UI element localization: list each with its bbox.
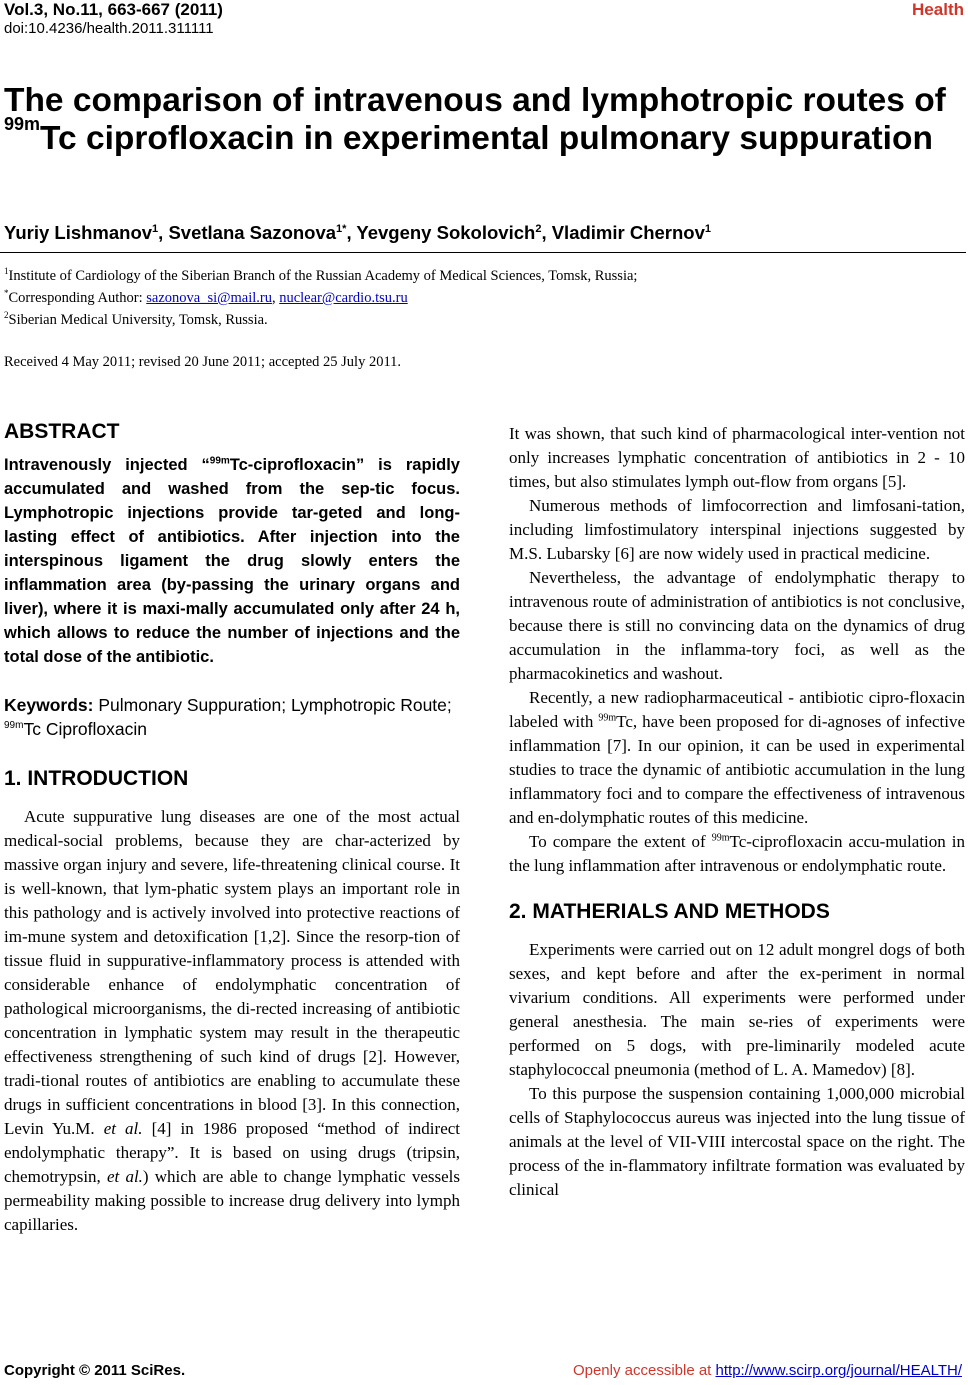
author-3-sup: 2 — [535, 222, 542, 235]
intro-p1-c: ) which are able to change lymphatic vessels permeability making possible to increase drug delivery into lymph capillaries. — [4, 1167, 460, 1234]
intro-p6-sup: 99m — [711, 832, 730, 844]
author-1: Yuriy Lishmanov — [4, 222, 153, 243]
journal-url-link[interactable]: http://www.scirp.org/journal/HEALTH/ — [715, 1362, 962, 1379]
keywords-text2: Tc Ciprofloxacin — [23, 719, 147, 739]
intro-p5-b: Tc, have been proposed for di-agnoses of infective inflammation [7]. In our opinion, it can be used in experimental studies to trace the dynamic of antibiotic accumulation in the lung inflammatory foci and to compare the effectiveness of intravenous and en-dolymphatic routes of this medicine. — [509, 712, 966, 827]
introduction-body-right — [509, 422, 965, 878]
doi: doi:10.4236/health.2011.311111 — [4, 20, 214, 37]
author-list — [4, 222, 711, 244]
keywords-label: Keywords: — [4, 695, 94, 715]
email-separator: , — [271, 289, 280, 306]
intro-paragraph-5 — [509, 686, 965, 830]
intro-paragraph-4: Nevertheless, the advantage of endolymphatic therapy to intravenous route of administration of antibiotics is not conclusive, because there is still no convincing data on the dynamics of drug accumulation in the inflamma-tory foci, as well as the pharmacokinetics and washout. — [509, 568, 965, 683]
intro-p1-b: [4] in 1986 proposed “method of indirect endolymphatic therapy”. It is based on using drugs (tripsin, chemotrypsin, — [4, 1119, 461, 1186]
received-dates: Received 4 May 2011; revised 20 June 2011; accepted 25 July 2011. — [4, 354, 402, 370]
keywords-text: Pulmonary Suppuration; Lymphotropic Route; — [93, 695, 452, 715]
intro-p6-b: Tc-ciprofloxacin accu-mulation in the lung inflammation after intravenous or endolymphatic route. — [509, 832, 965, 875]
author-3: , Yevgeny Sokolovich — [346, 222, 536, 243]
title-isotope-sup: 99m — [4, 114, 41, 134]
intro-paragraph-6 — [509, 830, 965, 878]
paper-title — [4, 82, 966, 158]
email-link-1[interactable]: sazonova_si@mail.ru — [146, 289, 272, 306]
author-4: , Vladimir Chernov — [541, 222, 705, 243]
journal-volume: Vol.3, No.11, 663-667 (2011) — [4, 0, 223, 19]
intro-paragraph-2: It was shown, that such kind of pharmacological inter-vention not only increases lymphatic concentration of antibiotics in 2 - 10 times, but also stimulates lymph out-flow from organs [5]. — [509, 424, 965, 491]
abstract-heading: ABSTRACT — [4, 420, 120, 443]
intro-p1-a: Acute suppurative lung diseases are one of the most actual medical-social problems, because they are char-acterized by massive organ injury and severe, life-threatening clinical course. It is well-known, that lym-phatic system plays an important role in this pathology and is actively involved into protective reactions of im-mune system and detoxification [1,2]. Since the resorp-tion of tissue fluid in suppurative-inflammatory process is attended with considerable enhance of endolymphatic concentration of pathological microorganisms, the di-rected increasing of antibiotic concentration in lymphatic system may result in the therapeutic effectiveness strengthening of such kind of drugs [2]. However, tradi-tional routes of antibiotics are enabling to accumulate these drugs in sufficient concentrations in blood [3]. In this connection, Levin Yu.M. — [4, 807, 460, 1138]
introduction-body-left — [4, 805, 460, 1237]
title-part2: Tc ciprofloxacin in experimental pulmonary suppuration — [40, 120, 933, 157]
abstract-body: Tc-ciprofloxacin” is rapidly accumulated and washed from the sep-tic focus. Lymphotropic injections provide tar-geted and long-lasting effect of antibiotics. After injection into the interspinous ligament the drug slowly enters the inflammation area (by-passing the urinary organs and liver), where it is maxi-mally accumulated only after 24 h, which allows to reduce the number of injections and the total dose of the antibiotic. — [4, 456, 460, 666]
title-divider — [0, 252, 966, 253]
intro-paragraph-3: Numerous methods of limfocorrection and limfosani-tation, including limfostimulatory interspinal injections suggested by M.S. Lubarsky [6] are now widely used in practical medicine. — [509, 496, 965, 563]
corresponding-sup: * — [4, 288, 9, 298]
affiliation-2-text: Siberian Medical University, Tomsk, Russia. — [8, 311, 268, 328]
author-4-sup: 1 — [704, 222, 712, 235]
affiliation-1-sup: 1 — [4, 266, 9, 276]
keywords-sup: 99m — [4, 720, 24, 732]
affiliation-1 — [4, 266, 637, 285]
intro-p5-sup: 99m — [598, 712, 617, 724]
title-part1: The comparison of intravenous and lymphotropic routes of — [4, 82, 946, 119]
footer-access-text: Openly accessible at — [572, 1362, 716, 1379]
intro-p1-etal-1: et al. — [103, 1119, 143, 1138]
methods-body — [509, 938, 965, 1202]
corresponding-author — [4, 288, 408, 307]
affiliation-2-sup: 2 — [4, 310, 9, 320]
journal-name: Health — [912, 0, 964, 19]
intro-p5-a: Recently, a new radiopharmaceutical - antibiotic cipro-floxacin labeled with — [509, 688, 965, 731]
affiliation-1-text: Institute of Cardiology of the Siberian Branch of the Russian Academy of Medical Sciences, Tomsk, Russia; — [8, 267, 638, 284]
affiliation-2 — [4, 310, 268, 329]
introduction-heading: 1. INTRODUCTION — [4, 767, 189, 790]
keywords — [4, 693, 460, 741]
footer-access — [573, 1362, 962, 1379]
author-1-sup: 1 — [152, 222, 159, 235]
intro-p6-a: To compare the extent of — [529, 832, 712, 851]
intro-paragraph-1 — [4, 805, 460, 1237]
methods-paragraph-1: Experiments were carried out on 12 adult mongrel dogs of both sexes, and kept before and after the ex-periment in normal vivarium conditions. All experiments were performed under general anesthesia. The main se-ries of experiments were performed on 5 dogs, with pre-liminarily modeled acute staphylococcal pneumonia (method of L. A. Mamedov) [8]. — [509, 940, 965, 1079]
abstract-pre: Intravenously injected “ — [4, 456, 210, 474]
abstract-sup: 99m — [209, 455, 230, 467]
email-link-2[interactable]: nuclear@cardio.tsu.ru — [279, 289, 408, 306]
right-column — [509, 422, 965, 1202]
author-2-sup: 1* — [336, 222, 347, 235]
corresponding-label: Corresponding Author: — [8, 289, 147, 306]
footer-copyright: Copyright © 2011 SciRes. — [4, 1362, 186, 1379]
intro-p1-etal-2: et al. — [106, 1167, 143, 1186]
left-column — [4, 420, 460, 1237]
author-2: , Svetlana Sazonova — [158, 222, 337, 243]
methods-paragraph-2: To this purpose the suspension containing 1,000,000 microbial cells of Staphylococcus aureus was injected into the lung tissue of animals at the level of VII-VIII intercostal space on the right. The process of the in-flammatory infiltrate formation was evaluated by clinical — [509, 1084, 965, 1199]
abstract-text — [4, 453, 460, 669]
methods-heading: 2. MATHERIALS AND METHODS — [509, 900, 830, 923]
